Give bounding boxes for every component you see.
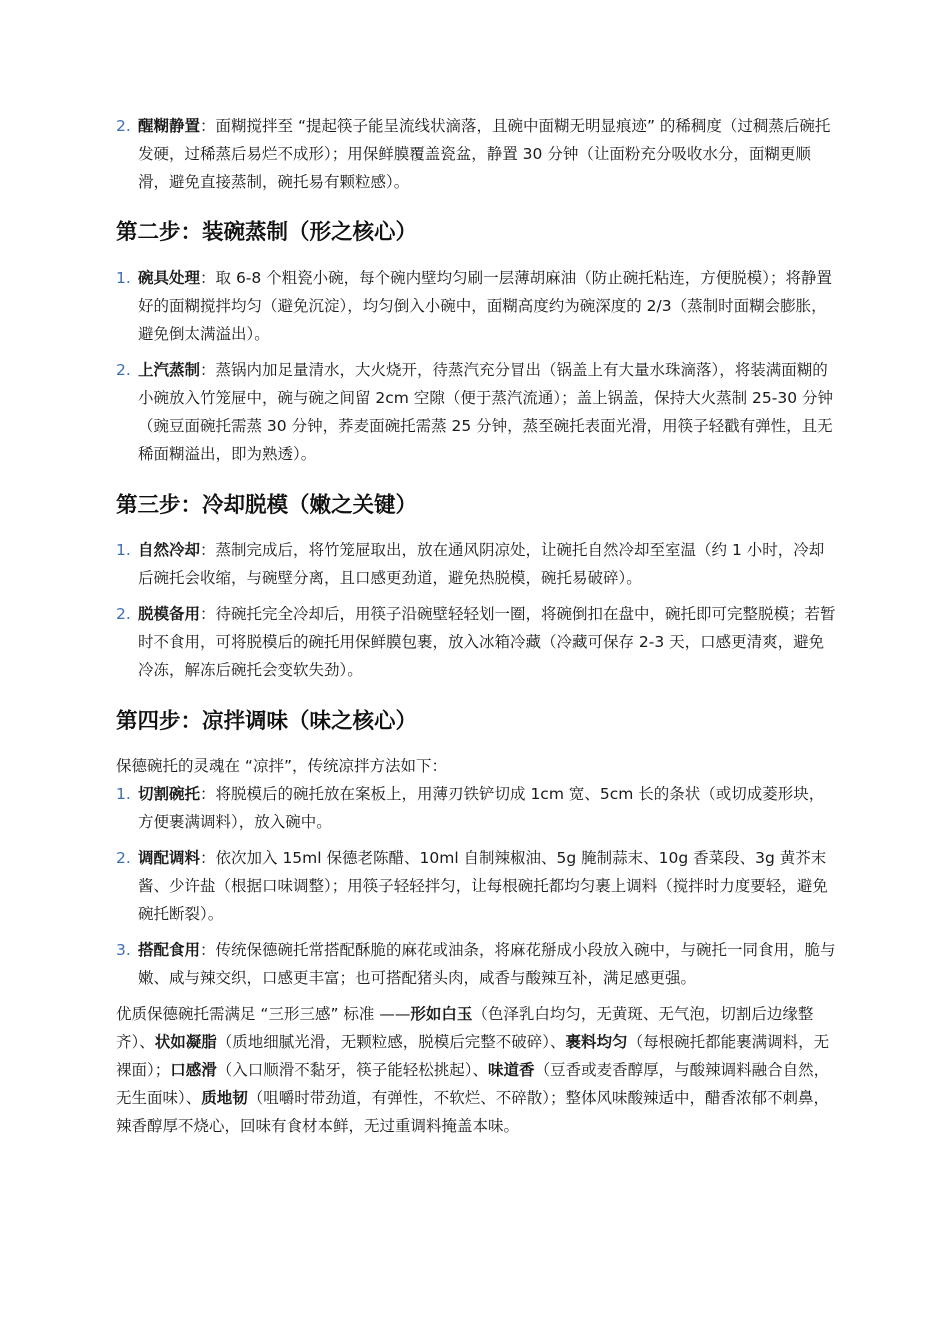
- list-number: 3.: [116, 941, 131, 959]
- item-term: 碗具处理: [138, 269, 201, 287]
- item-text: ：取 6-8 个粗瓷小碗，每个碗内壁均匀刷一层薄胡麻油（防止碗托粘连，方便脱模）；将静置好的面糊搅拌均匀（避免沉淀），均匀倒入小碗中，面糊高度约为碗深度的 2/3（蒸制时面糊会膨胀，避免倒太满溢出）。: [138, 269, 832, 343]
- list-item: [116, 936, 838, 992]
- step4-list: [116, 780, 838, 992]
- document-page: [116, 112, 838, 1140]
- item-text: ：依次加入 15ml 保德老陈醋、10ml 自制辣椒油、5g 腌制蒜末、10g 香菜段、3g 黄芥末酱、少许盐（根据口味调整）；用筷子轻轻拌匀，让每根碗托都均匀裹上调料（搅拌时力度要轻，避免碗托断裂）。: [138, 849, 828, 923]
- summary-desc: （每根碗托都能裹满调料，无裸面）；: [116, 1033, 830, 1079]
- item-term: 搭配食用: [138, 941, 201, 959]
- list-item: [116, 536, 838, 592]
- item-term: 调配调料: [138, 849, 201, 867]
- summary-desc: （入口顺滑不黏牙，筷子能轻松挑起）、: [216, 1061, 489, 1079]
- list-number: 2.: [116, 849, 131, 867]
- quality-summary: [116, 1000, 838, 1140]
- list-item: [116, 112, 838, 196]
- item-term: 上汽蒸制: [138, 361, 201, 379]
- list-item: [116, 356, 838, 468]
- summary-lead: 优质保德碗托需满足 “三形三感” 标准 ——: [116, 1005, 411, 1023]
- item-text: ：蒸制完成后，将竹笼屉取出，放在通风阴凉处，让碗托自然冷却至室温（约 1 小时，冷却后碗托会收缩，与碗壁分离，且口感更劲道，避免热脱模，碗托易破碎）。: [138, 541, 825, 587]
- step4-heading: 第四步：凉拌调味（味之核心）: [116, 709, 418, 734]
- item-term: 切割碗托: [138, 785, 201, 803]
- summary-term: 味道香: [488, 1061, 535, 1079]
- list-item: [116, 780, 838, 836]
- list-number: 1.: [116, 785, 131, 803]
- list-number: 1.: [116, 269, 131, 287]
- summary-term: 质地韧: [201, 1089, 248, 1107]
- item-text: ：蒸锅内加足量清水，大火烧开，待蒸汽充分冒出（锅盖上有大量水珠滴落），将装满面糊的小碗放入竹笼屉中，碗与碗之间留 2cm 空隙（便于蒸汽流通）；盖上锅盖，保持大火蒸制 25-30 分钟（豌豆面碗托需蒸 30 分钟，荞麦面碗托需蒸 25 分钟，蒸至碗托表面光滑，用筷子轻戳有弹性，且无稀面糊溢出，即为熟透）。: [138, 361, 833, 463]
- summary-desc: （质地细腻光滑，无颗粒感，脱模后完整不破碎）、: [216, 1033, 566, 1051]
- step3-list: [116, 536, 838, 684]
- step2-list: [116, 264, 838, 468]
- step4-intro: 保德碗托的灵魂在 “凉拌”，传统凉拌方法如下：: [116, 757, 447, 775]
- step1-continued-list: [116, 112, 838, 196]
- list-number: 2.: [116, 605, 131, 623]
- item-text: ：传统保德碗托常搭配酥脆的麻花或油条，将麻花掰成小段放入碗中，与碗托一同食用，脆与嫩、咸与辣交织，口感更丰富；也可搭配猪头肉，咸香与酸辣互补，满足感更强。: [138, 941, 836, 987]
- summary-desc: （豆香或麦香醇厚，与酸辣调料融合自然，无生面味）、: [116, 1061, 830, 1107]
- list-number: 2.: [116, 361, 131, 379]
- item-text: ：将脱模后的碗托放在案板上，用薄刃铁铲切成 1cm 宽、5cm 长的条状（或切成菱形块，方便裹满调料），放入碗中。: [138, 785, 825, 831]
- summary-term: 口感滑: [170, 1061, 217, 1079]
- list-number: 1.: [116, 541, 131, 559]
- item-term: 自然冷却: [138, 541, 201, 559]
- list-item: [116, 600, 838, 684]
- list-item: [116, 844, 838, 928]
- summary-desc: （色泽乳白均匀，无黄斑、无气泡，切割后边缘整齐）、: [116, 1005, 814, 1051]
- summary-term: 形如白玉: [410, 1005, 473, 1023]
- summary-desc: （咀嚼时带劲道，有弹性，不软烂、不碎散）；整体风味酸辣适中，醋香浓郁不刺鼻，辣香醇厚不烧心，回味有食材本鲜，无过重调料掩盖本味。: [116, 1089, 830, 1135]
- list-number: 2.: [116, 117, 131, 135]
- step3-heading: 第三步：冷却脱模（嫩之关键）: [116, 493, 418, 518]
- summary-term: 裹料均匀: [565, 1033, 628, 1051]
- item-text: ：面糊搅拌至 “提起筷子能呈流线状滴落，且碗中面糊无明显痕迹” 的稀稠度（过稠蒸后碗托发硬，过稀蒸后易烂不成形）；用保鲜膜覆盖瓷盆，静置 30 分钟（让面粉充分吸收水分，面糊更顺滑，避免直接蒸制，碗托易有颗粒感）。: [138, 117, 831, 191]
- step2-heading: 第二步：装碗蒸制（形之核心）: [116, 220, 418, 245]
- list-item: [116, 264, 838, 348]
- summary-term: 状如凝脂: [154, 1033, 217, 1051]
- item-term: 脱模备用: [138, 605, 201, 623]
- item-term: 醒糊静置: [138, 117, 201, 135]
- item-text: ：待碗托完全冷却后，用筷子沿碗壁轻轻划一圈，将碗倒扣在盘中，碗托即可完整脱模；若暂时不食用，可将脱模后的碗托用保鲜膜包裹，放入冰箱冷藏（冷藏可保存 2-3 天，口感更清爽，避免冷冻，解冻后碗托会变软失劲）。: [138, 605, 836, 679]
